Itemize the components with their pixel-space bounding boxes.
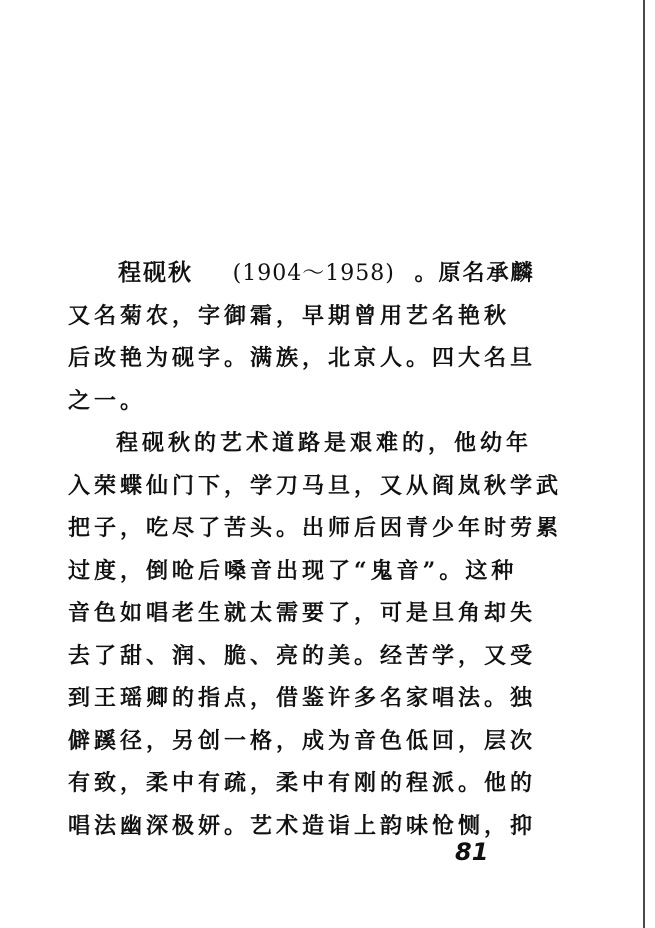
entry-heading — [68, 252, 548, 295]
page-edge-shadow — [643, 0, 645, 928]
bio-line: 后改艳为砚字。满族，北京人。四大名旦 — [68, 345, 537, 371]
page-content — [68, 252, 563, 847]
body-line: 把子，吃尽了苦头。出师后因青少年时劳累 — [68, 515, 563, 541]
page-number: 81 — [455, 838, 489, 866]
body-line: 去了甜、润、脆、亮的美。经苦学，又受 — [68, 642, 537, 669]
body-line: 音色如唱老生就太需要了，可是旦角却失 — [68, 600, 537, 626]
body-line: 到王瑶卿的指点，借鉴许多名家唱法。独 — [68, 685, 537, 711]
body-line: 入荣蝶仙门下，学刀马旦，又从阎岚秋学武 — [68, 472, 563, 499]
body-line: 唱法幽深极妍。艺术造诣上韵味怆恻，抑 — [68, 812, 537, 839]
entry-heading-tail: 。原名承麟 — [414, 260, 535, 286]
bio-line: 之一。 — [68, 387, 147, 414]
body-line: 程砚秋的艺术道路是艰难的，他幼年 — [116, 430, 533, 456]
body-line: 过度，倒呛后嗓音出现了“鬼音”。这种 — [68, 557, 518, 584]
entry-name: 程砚秋 — [118, 259, 193, 286]
bio-line: 又名菊农，字御霜，早期曾用艺名艳秋 — [68, 302, 511, 329]
entry-dates: (1904～1958) — [232, 261, 395, 286]
body-line: 僻蹊径，另创一格，成为音色低回，层次 — [68, 727, 537, 754]
body-line: 有致，柔中有疏，柔中有刚的程派。他的 — [68, 770, 537, 796]
